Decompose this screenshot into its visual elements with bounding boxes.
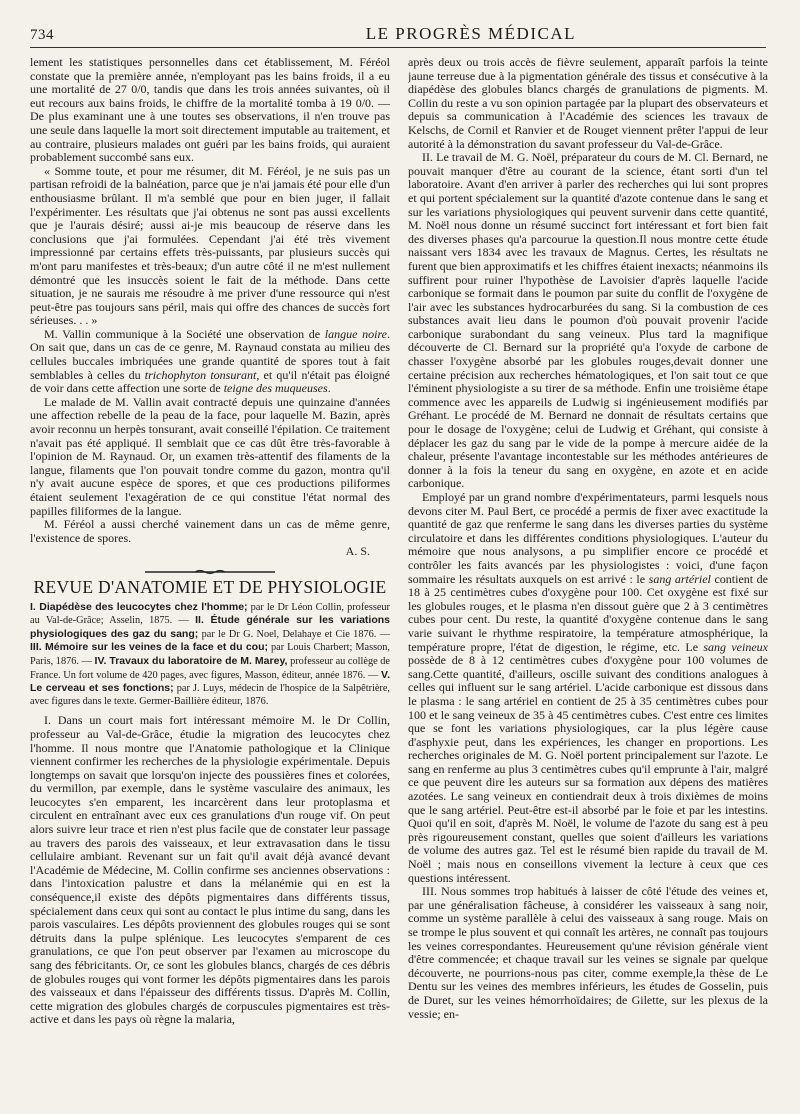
bibliography-list: I. Diapédèse des leucocytes chez l'homme; par le Dr Léon Collin, professeur au Val-de-Grâce; Asselin, 1875. — II. Étude générale sur les variations physiologiques des gaz du sang; par le Dr G. Noel, Delahaye et Cie 1876. — III. Mémoire sur les veines de la face et du cou; par Louis Charbert; Masson, Paris, 1876. — IV. Travaux du laboratoire de M. Marey, professeur au collège de France. Un fort volume de 420 pages, avec figures, Masson, éditeur, année 1876. — V. Le cerveau et ses fonctions; par J. Luys, médecin de l'hospice de la Salpêtrière, avec figures dans le texte. Germer-Baillière éditeur, 1876.	[30, 600, 390, 707]
left-column	[30, 56, 390, 1108]
right-column	[408, 56, 768, 1108]
paragraph-fereol-spores: M. Féréol a aussi cherché vainement dans un cas de même genre, l'existence de spores.	[30, 517, 390, 545]
signature: A. S.	[345, 544, 370, 559]
running-title: LE PROGRÈS MÉDICAL	[365, 24, 576, 43]
paragraph-continuation: après deux ou trois accès de fièvre seulement, apparaît parfois la teinte jaune terreuse due à la pigmentation générale des tissus et consécutive à la diapédèse des globules blancs chargés de granulations de pigments. M. Collin du reste a vu son opinion partagée par la plupart des observateurs et depuis sa communication à l'Académie des sciences les travaux de Kelschs, de Cornil et Ranvier et de Rouget viennent prêter l'appui de leur autorité à la démonstration du savant professeur du Val-de-Grâce.	[408, 56, 768, 151]
paragraph-continuation: lement les statistiques personnelles dans cet établissement, M. Féréol constate que la première année, n'employant pas les bains froids, il a eu une mortalité de 27 0/0, tandis que dans les trois années suivantes, où il eut recours aux bains froids, le chiffre de la mortalité tomba à 19 0/0. — De plus examinant une à une toutes ses observations, il n'en trouve pas une seule dans laquelle la mort soit directement imputable au traitement, et au contraire, plusieurs malades ont guéri par les bains froids, qui auraient probablement succombé sans eux.	[30, 56, 390, 165]
section-separator	[145, 569, 275, 575]
paragraph-quote-fereol: « Somme toute, et pour me résumer, dit M. Féréol, je ne suis pas un partisan refroidi de la balnéation, parce que je n'ai jamais été pour elle d'un enthousiasme brûlant. Il m'a semblé que pour en bien juger, il fallait l'expérimenter. Les résultats que j'ai obtenus ne sont pas aussi excellents que je l'aurais désiré; aussi ai-je mis beaucoup de réserve dans les conclusions que j'ai formulées. Cependant j'ai été très vivement impressionné par certains effets très-puissants, par plusieurs succès qui m'ont paru manifestes et très-beaux; d'un autre côté il ne m'est nullement démontré que les insuccès soient le fait de la méthode. Dans cette situation, je ne saurais me résoudre à me priver d'une ressource qui n'est peut-être pas toujours sans péril, mais qui offre des chances de succès fort sérieuses. . . »	[30, 163, 390, 328]
paragraph-malade: Le malade de M. Vallin avait contracté depuis une quinzaine d'années une affection rebelle de la peau de la face, pour laquelle M. Bazin, après avoir reconnu un herpès tonsurant, avait conseillé l'épilation. Ce traitement n'avait pas été appliqué. Il semblait que ce cas dût être très-favorable à l'opinion de M. Raynaud. Or, un examen très-attentif des filaments de la langue, filaments que l'on pouvait tondre comme du gazon, montra qu'il n'y avait aucune espèce de spores, et que ces productions piliformes étaient seulement l'exagération de ce qui constitue l'état normal des papilles filiformes de la langue.	[30, 394, 390, 518]
page-header	[30, 22, 766, 48]
paragraph-procede: Employé par un grand nombre d'expérimentateurs, parmi lesquels nous devons citer M. Paul Bert, ce procédé a permis de fixer avec exactitude la quantité de gaz que renferme le sang dans les diverses parties du système circulatoire et dans les différentes conditions physiologiques. L'auteur du mémoire que nous analysons, a pu simplifier encore ce procédé et contrôler les faits avancés par les physiologistes : voici, d'une façon sommaire les résultats auxquels on est arrivé : le sang artériel contient de 18 à 25 centimètres cubes d'oxygène pour 100. Cet oxygène est fixé sur les globules rouges, et le plasma n'en dissout guère que 2 à 3 centimètres cubes pour cent. Du reste, la quantité d'oxygène contenue dans le sang varie suivant le rhythme respiratoire, la température atmosphérique, la température propre, l'état de digestion, le régime, etc. Le sang veineux possède de 8 à 12 centimètres cubes d'oxygène pour 100 volumes de sang.Cette quantité, d'ailleurs, oscille suivant des conditions analogues à celles qui influent sur le sang artériel. L'acide carbonique est dissous dans le plasma : le sang artériel en contient de 25 à 35 centimètres cubes pour 100 et le sang veineux de 35 à 45 centimètres cubes. C'est entre ces limites que se font les variations physiologiques, car la plus légère cause d'asphyxie peut, dans les expériences, les changer en proportions. Les recherches originales de M. G. Noël portent principalement sur l'azote. Le sang en renferme au plus 3 centimètres cubes qu'il emprunte à l'air, malgré ce que peuvent dire les auteurs sur sa formation aux dépens des matières azotées. Le sang veineux en contiendrait deux à trois dixièmes de moins que le sang artériel. Peut-être est-il absorbé par le foie et par les intestins. Quoi qu'il en soit, d'après M. Noël, le volume de l'azote du sang est à peu près rigoureusement constant, quelles que soient d'ailleurs les variations de volume des autres gaz. Tel est le résumé bien rapide du travail de M. Noël ; mais nous en conseillons vivement la lecture à ceux que ces questions intéressent.	[408, 490, 768, 885]
paragraph-veines: III. Nous sommes trop habitués à laisser de côté l'étude des veines et, par une généralisation fâcheuse, à considérer les vaisseaux à sang noir, comme un système parallèle à celui des vaisseaux à sang rouge. Mais on se trompe le plus souvent et qui connaît les artères, ne connaît pas toujours les veines correspondantes. Heureusement qu'une révision générale vient d'être commencée; et chaque travail sur les veines se signale par quelque découverte, ne pourrions-nous pas citer, comme exemple,la thèse de Le Dentu sur les veines des membres inférieurs, les études de Gosselin, puis de Duret, sur les veines hémorrhoïdaires; de Gilette, sur les plexus de la vessie; en-	[408, 884, 768, 1021]
page-number: 734	[30, 27, 54, 43]
paragraph-vallin: M. Vallin communique à la Société une observation de langue noire. On sait que, dans un cas de ce genre, M. Raynaud constata au milieu des cellules buccales imbriquées une grande quantité de spores tout à fait semblables à celles du trichophyton tonsurant, et qu'il n'était pas éloigné de voir dans cette affection une sorte de teigne des muqueuses.	[30, 326, 390, 396]
paragraph-noel: II. Le travail de M. G. Noël, préparateur du cours de M. Cl. Bernard, ne pouvait manquer d'être au courant de la science, étant sorti d'un tel laboratoire. Avant d'en arriver à parler des recherches qui lui sont propres et qui portent spécialement sur la quantité d'azote contenue dans le sang et sur les variations physiologiques qui peuvent survenir dans cette quantité, M. Noël nous donne un résumé succinct fort intéressant et fort bien fait des diverses phases qu'a parcourue la question.Il nous montre cette étude naissant vers 1834 avec les travaux de Magnus. Certes, les résultats ne furent que bien approximatifs et les chiffres étaient inexacts; néanmoins ils suffirent pour ruiner l'hypothèse de Lavoisier d'après laquelle l'acide carbonique se formait dans le poumon par suite du conflit de l'oxygène de l'air avec les substances hydrocarburées du sang. Si la combustion de ces substances avait lieu dans le poumon d'où pouvait provenir l'acide carbonique surabondant du sang veineux. Plus tard la magnifique découverte de Cl. Bernard sur la propriété qu'a l'oxyde de carbone de chasser l'oxygène absorbé par les globules rouges,devait donner une certaine précision aux recherches hématologiques, et l'on sait tout ce que l'éminent physiologiste a su tirer de sa méthode. Enfin une troisième étape commence avec les appareils de Ludwig si ingénieusement modifiés par Gréhant. Le procédé de M. Bernard ne donnait de résultats certains que pour le dosage de l'oxygène; celui de Ludwig et Gréhant, qui consiste à déplacer les gaz du sang par le vide de la pompe à mercure aidée de la chaleur, présente l'avantage incontestable sur les méthodes antérieures de donner à la fois la teneur du sang en oxygène, en azote et en acide carbonique.	[408, 150, 768, 491]
paragraph-collin: I. Dans un court mais fort intéressant mémoire M. le Dr Collin, professeur au Val-de-Grâce, étudie la migration des leucocytes chez l'homme. Il nous montre que l'Anatomie pathologique et la Clinique viennent confirmer les recherches de la physiologie expérimentale. Depuis longtemps on savait que lorsqu'on injecte des poussières fines et colorées, du vermillon, par exemple, dans le système vasculaire des animaux, les leucocytes s'en emparent, les incarcèrent dans leur protoplasma et circulent en entraînant avec eux ces granulations d'un rouge vif. On peut alors suivre leur trace et rien n'est plus facile que de constater leur passage au travers des parois des vaisseaux, et leur extravasation dans le tissu cellulaire ambiant. Revenant sur un fait qu'il avait déjà avancé devant l'Académie de Médecine, M. Collin confirme ses anciennes observations : dans l'intoxication palustre et dans la mélanémie qui en est la conséquence,il existe des dépôts pigmentaires dans différents tissus, spécialement dans ceux qui sont au contact le plus intime du sang, dans les parois vasculaires. Les dépôts proviennent des globules rouges qui se sont détruits dans la pulpe splénique. Les leucocytes s'emparent de ces granulations, ce que l'on peut observer par l'examen au microscope du sang des fébricitants. Or, ce sont les globules blancs, chargés de ces débris de globules rouges qui vont former les dépôts pigmentaires dans les parois des vaisseaux et dans l'épaisseur des différents tissus. D'après M. Collin, cette migration des globules chargés de corpuscules pigmentaires est très-active et dans les pays où règne la malaria,	[30, 713, 390, 1027]
section-title: REVUE D'ANATOMIE ET DE PHYSIOLOGIE	[33, 576, 387, 597]
